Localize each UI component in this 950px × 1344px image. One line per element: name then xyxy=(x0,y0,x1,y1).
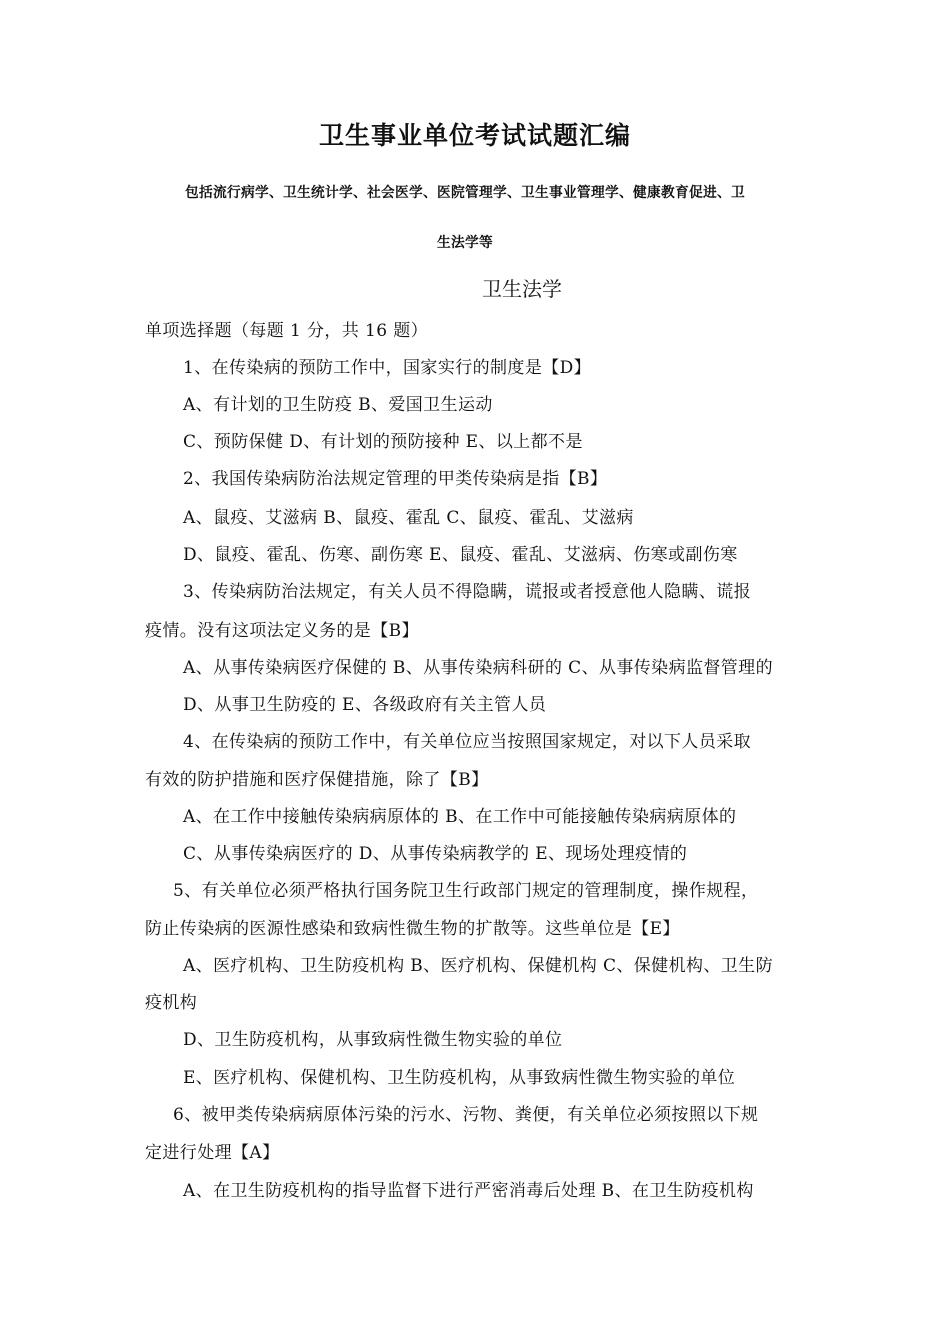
question-6-options-a-b: A、在卫生防疫机构的指导监督下进行严密消毒后处理 B、在卫生防疫机构 xyxy=(183,1181,754,1201)
question-1: 1、在传染病的预防工作中，国家实行的制度是【D】 xyxy=(183,358,592,378)
question-4-options-c-e: C、从事传染病医疗的 D、从事传染病教学的 E、现场处理疫情的 xyxy=(183,844,688,864)
question-1-options-a-b: A、有计划的卫生防疫 B、爱国卫生运动 xyxy=(183,395,493,415)
question-4-line-2: 有效的防护措施和医疗保健措施，除了【B】 xyxy=(145,770,489,790)
question-3-options-d-e: D、从事卫生防疫的 E、各级政府有关主管人员 xyxy=(183,695,547,715)
document-subtitle-line-2: 生法学等 xyxy=(436,235,493,251)
question-6-line-2: 定进行处理【A】 xyxy=(145,1143,280,1163)
question-4-line-1: 4、在传染病的预防工作中，有关单位应当按照国家规定，对以下人员采取 xyxy=(183,732,752,752)
question-2-options-d-e: D、鼠疫、霍乱、伤寒、副伤寒 E、鼠疫、霍乱、艾滋病、伤寒或副伤寒 xyxy=(183,545,738,565)
question-5-option-e: E、医疗机构、保健机构、卫生防疫机构，从事致病性微生物实验的单位 xyxy=(183,1068,736,1088)
section-title: 卫生法学 xyxy=(482,277,562,301)
question-5-options-a-c: A、医疗机构、卫生防疫机构 B、医疗机构、保健机构 C、保健机构、卫生防 xyxy=(183,956,773,976)
question-5-options-c-continued: 疫机构 xyxy=(145,993,198,1013)
question-5-line-2: 防止传染病的医源性感染和致病性微生物的扩散等。这些单位是【E】 xyxy=(145,919,680,939)
question-1-options-c-e: C、预防保健 D、有计划的预防接种 E、以上都不是 xyxy=(183,432,583,452)
question-3-line-1: 3、传染病防治法规定，有关人员不得隐瞒，谎报或者授意他人隐瞒、谎报 xyxy=(183,582,752,602)
question-4-options-a-b: A、在工作中接触传染病病原体的 B、在工作中可能接触传染病病原体的 xyxy=(183,807,737,827)
document-subtitle-line-1: 包括流行病学、卫生统计学、社会医学、医院管理学、卫生事业管理学、健康教育促进、卫 xyxy=(185,185,745,201)
question-2: 2、我国传染病防治法规定管理的甲类传染病是指【B】 xyxy=(183,469,608,489)
question-6-line-1: 6、被甲类传染病病原体污染的污水、污物、粪便，有关单位必须按照以下规 xyxy=(173,1105,759,1125)
question-type-heading: 单项选择题（每题 1 分，共 16 题） xyxy=(145,321,429,341)
question-5-option-d: D、卫生防疫机构，从事致病性微生物实验的单位 xyxy=(183,1030,563,1050)
document-title: 卫生事业单位考试试题汇编 xyxy=(318,121,631,150)
question-2-options-a-c: A、鼠疫、艾滋病 B、鼠疫、霍乱 C、鼠疫、霍乱、艾滋病 xyxy=(183,508,634,528)
question-5-line-1: 5、有关单位必须严格执行国务院卫生行政部门规定的管理制度，操作规程， xyxy=(173,881,759,901)
question-3-line-2: 疫情。没有这项法定义务的是【B】 xyxy=(145,621,419,641)
question-3-options-a-c: A、从事传染病医疗保健的 B、从事传染病科研的 C、从事传染病监督管理的 xyxy=(183,658,773,678)
